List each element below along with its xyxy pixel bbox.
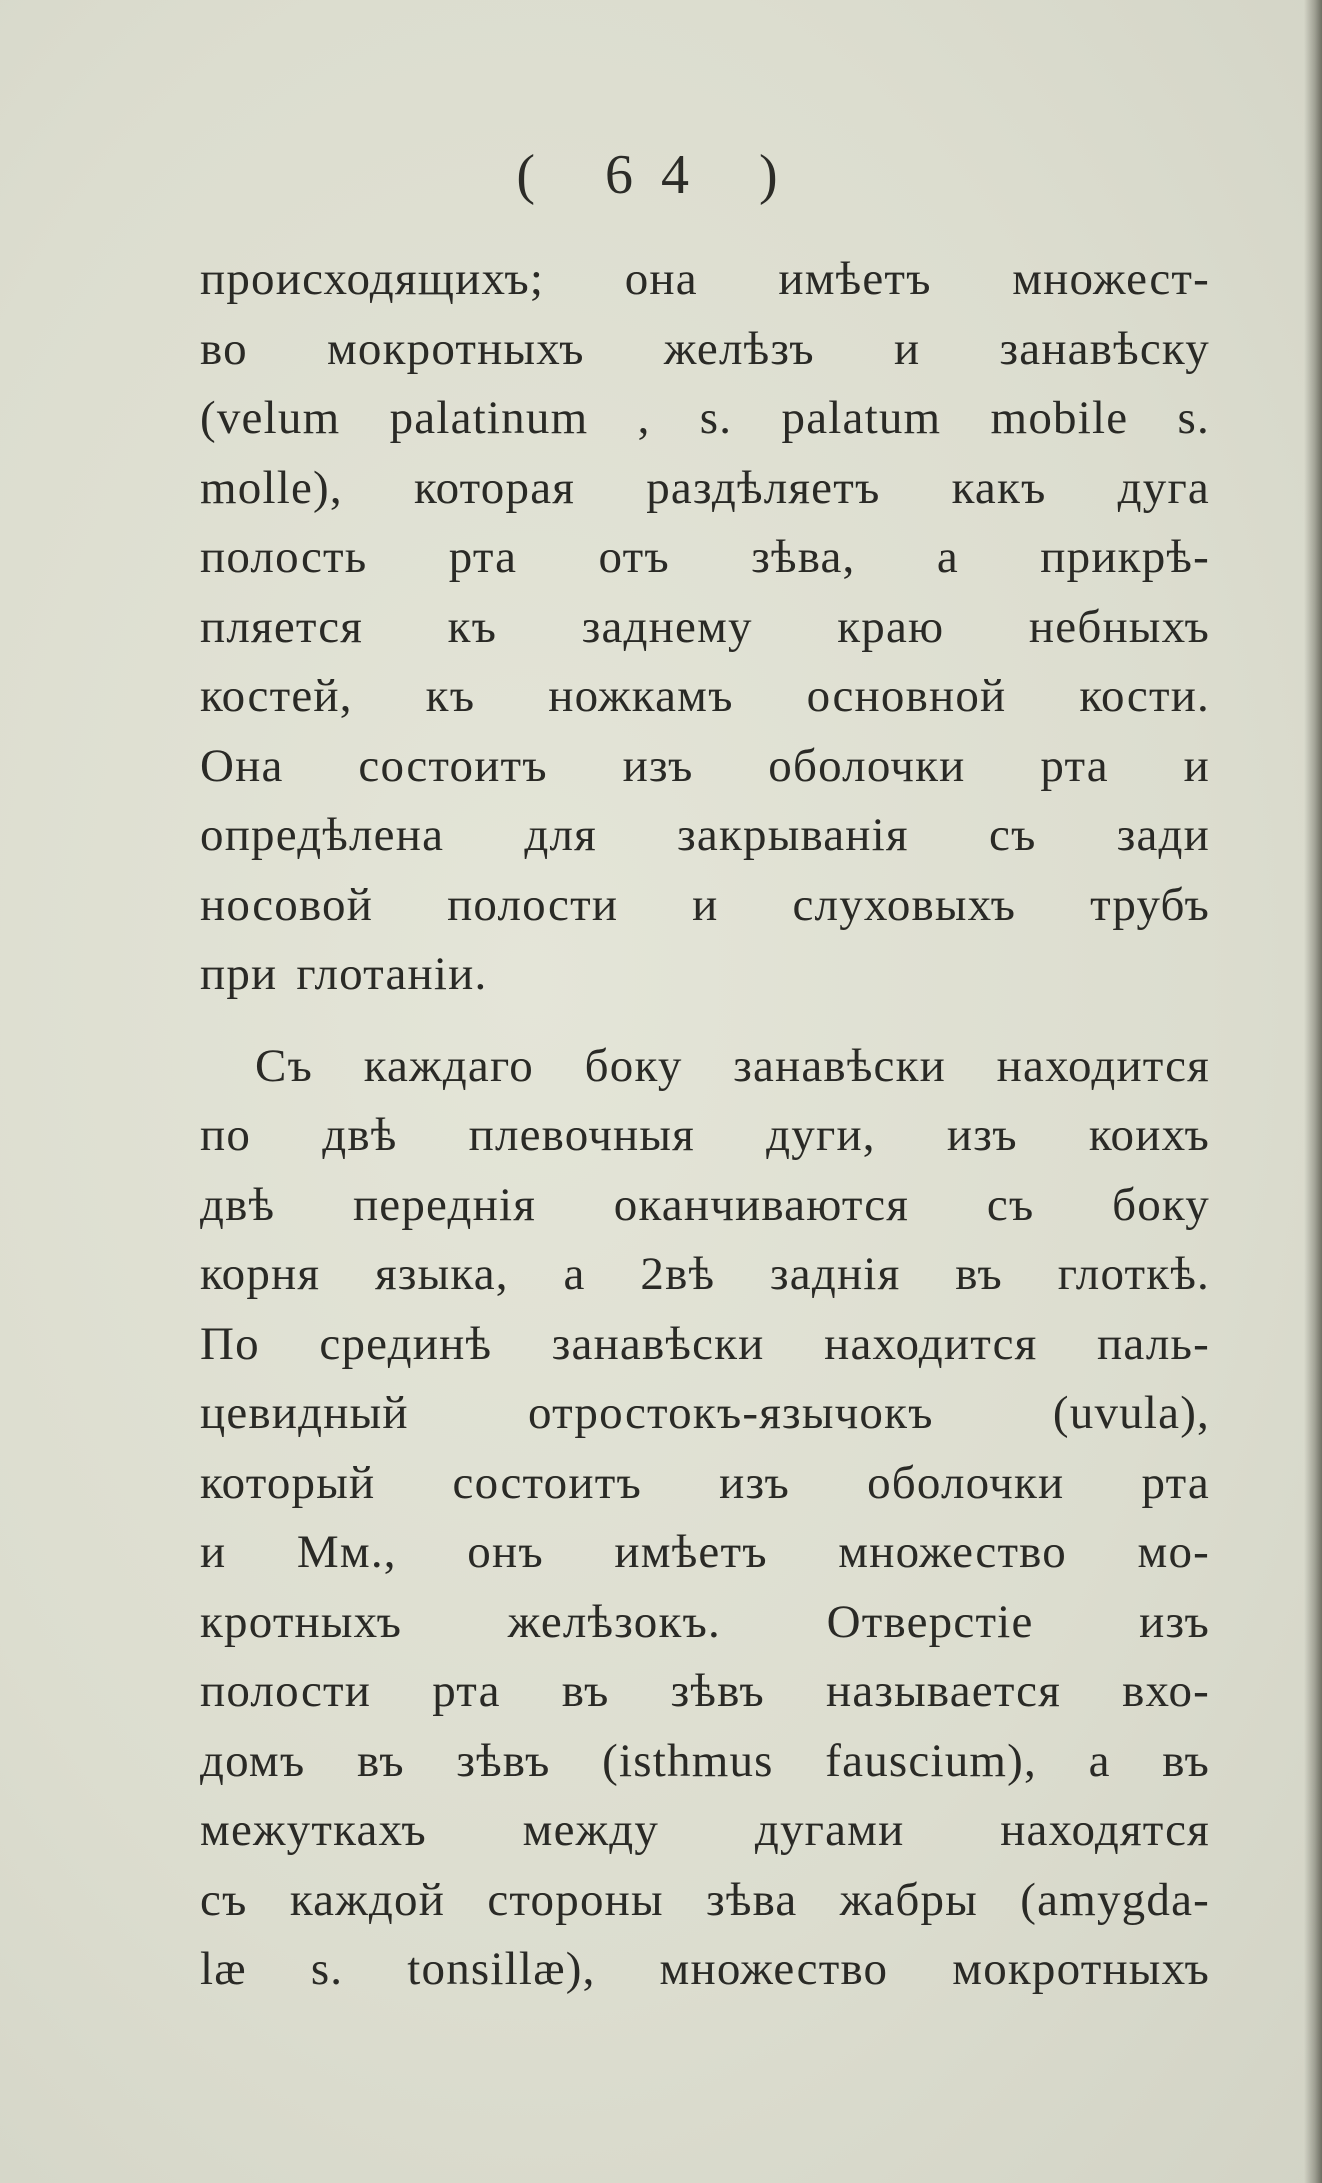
text-line-13: по двѣ плевочныя дуги, изъ коихъ [200,1109,1210,1161]
text-line-12: Съ каждаго боку занавѣски находится [255,1039,1210,1092]
page-number: ( 64 ) [516,144,806,206]
text-line-2: во мокротныхъ желѣзъ и занавѣску [200,322,1210,375]
body-text [200,245,1210,2005]
text-line-22: домъ въ зѣвъ (isthmus fauscium), а въ [200,1734,1210,1787]
text-line-23: межуткахъ между дугами находятся [200,1804,1210,1856]
text-line-3: (velum palatinum , s. palatum mobile s. [200,392,1210,444]
text-line-4: molle), которая раздѣляетъ какъ дуга [200,461,1210,514]
text-line-7: костей, къ ножкамъ основной кости. [200,670,1210,722]
text-line-21: полости рта въ зѣвъ называется вхо- [200,1665,1210,1717]
text-line-15: корня языка, а 2вѣ заднія въ глоткѣ. [200,1248,1210,1300]
text-line-10: носовой полости и слуховыхъ трубъ [200,878,1210,931]
paragraph-gap [200,1010,1210,1032]
text-line-14: двѣ переднія оканчиваются съ боку [200,1178,1210,1231]
text-line-16: По срединѣ занавѣски находится паль- [200,1317,1210,1370]
text-line-6: пляется къ заднему краю небныхъ [200,600,1210,653]
text-line-24: съ каждой стороны зѣва жабры (amygda- [200,1873,1210,1926]
text-line-25: læ s. tonsillæ), множество мокротныхъ [200,1943,1210,1995]
text-line-20: кротныхъ желѣзокъ. Отверстіе изъ [200,1595,1210,1648]
text-line-1: происходящихъ; она имѣетъ множест- [200,253,1210,305]
text-line-17: цевидный отростокъ-язычокъ (uvula), [200,1387,1210,1439]
page-edge-shadow [1304,0,1322,2183]
text-line-11: при глотаніи. [200,948,488,1000]
text-line-9: опредѣлена для закрыванія съ зади [200,809,1210,861]
text-line-8: Она состоитъ изъ оболочки рта и [200,739,1210,792]
text-line-5: полость рта отъ зѣва, а прикрѣ- [200,531,1210,583]
text-line-18: который состоитъ изъ оболочки рта [200,1456,1210,1509]
text-line-19: и Мм., онъ имѣетъ множество мо- [200,1526,1210,1578]
